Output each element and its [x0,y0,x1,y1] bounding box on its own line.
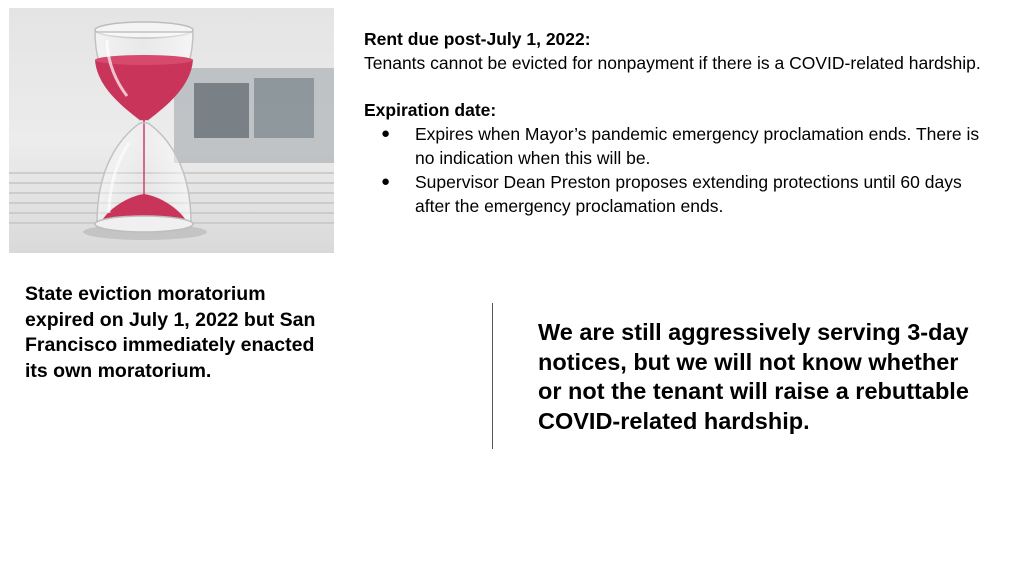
expiration-item-text: Expires when Mayor’s pandemic emergency proclamation ends. There is no indication when this will be. [415,124,980,168]
expiration-list [364,122,1004,218]
bullet-icon: ● [381,125,391,142]
section-spacer [364,75,1004,98]
vertical-divider [492,303,493,449]
hourglass-photo [9,8,334,253]
bullet-icon: ● [381,173,391,190]
moratorium-details [364,27,1004,218]
hourglass-image [9,8,334,253]
state-moratorium-note: State eviction moratorium expired on July 1, 2022 but San Francisco immediately enacted its own moratorium. [25,283,316,382]
rent-due-heading: Rent due post-July 1, 2022: [364,29,591,49]
expiration-heading: Expiration date: [364,100,497,120]
expiration-list-item [364,122,1000,170]
rent-due-body: Tenants cannot be evicted for nonpayment if there is a COVID-related hardship. [364,53,981,73]
expiration-item-text: Supervisor Dean Preston proposes extending protections until 60 days after the emergency proclamation ends. [415,172,962,216]
notice-serving-note: We are still aggressively serving 3-day notices, but we will not know whether or not the tenant will raise a rebuttable COVID-related hardship. [538,319,969,434]
expiration-list-item [364,170,1000,218]
